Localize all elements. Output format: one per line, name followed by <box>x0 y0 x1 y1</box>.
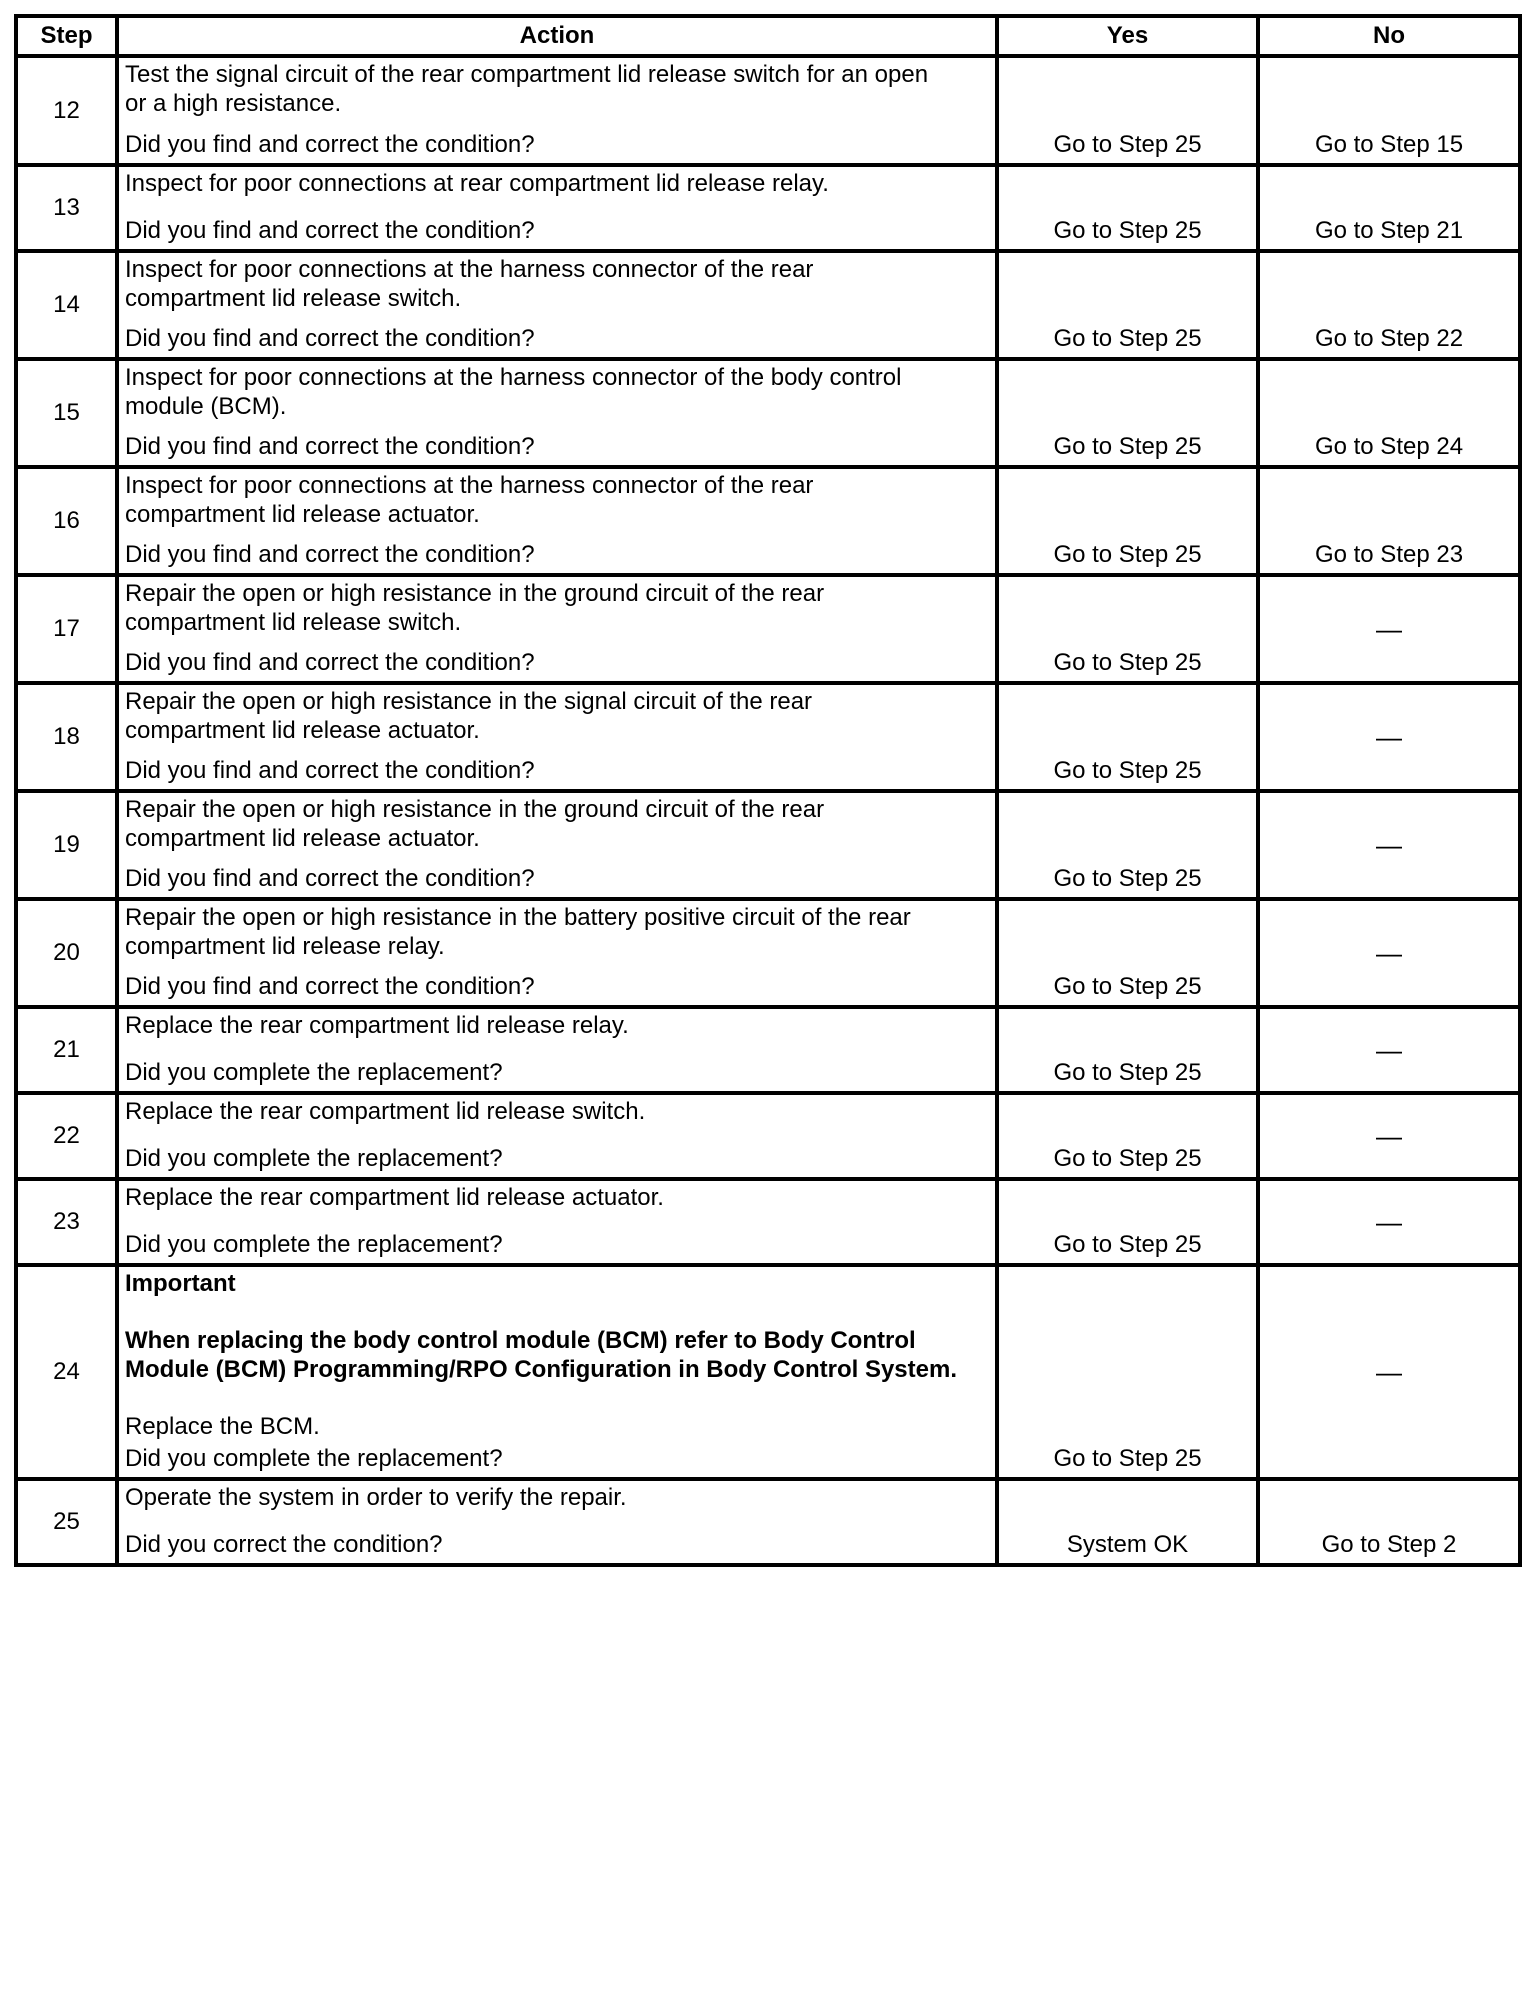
action-text-line: Repair the open or high resistance in the ground circuit of the rear <box>125 580 825 607</box>
header-step: Step <box>16 16 117 56</box>
action-cell <box>117 1265 997 1479</box>
no-cell <box>1258 1093 1520 1179</box>
step-number: 14 <box>16 251 117 359</box>
step-number: 15 <box>16 359 117 467</box>
action-question: Did you complete the replacement? <box>125 1059 503 1086</box>
table-row <box>16 56 1520 165</box>
action-question: Did you find and correct the condition? <box>125 217 535 244</box>
action-text-line: Test the signal circuit of the rear compartment lid release switch for an open <box>125 61 929 88</box>
action-text-line: Inspect for poor connections at the harness connector of the body control <box>125 364 902 391</box>
action-cell <box>117 1179 997 1265</box>
action-question: Did you complete the replacement? <box>125 1231 503 1258</box>
action-text-line: Replace the rear compartment lid release relay. <box>125 1012 629 1039</box>
no-result-dash: — <box>1376 1206 1402 1237</box>
yes-cell <box>997 165 1258 251</box>
yes-result: Go to Step 25 <box>1053 131 1202 158</box>
step-number: 16 <box>16 467 117 575</box>
step-number: 23 <box>16 1179 117 1265</box>
yes-cell <box>997 1093 1258 1179</box>
table-row <box>16 683 1520 791</box>
action-text-line: Repair the open or high resistance in the ground circuit of the rear <box>125 796 825 823</box>
action-text-line: compartment lid release actuator. <box>125 501 480 528</box>
yes-result: Go to Step 25 <box>1053 1059 1202 1086</box>
action-question: Did you complete the replacement? <box>125 1445 503 1472</box>
table-row <box>16 1093 1520 1179</box>
step-number: 17 <box>16 575 117 683</box>
table-row <box>16 1479 1520 1565</box>
yes-cell <box>997 683 1258 791</box>
yes-result: Go to Step 25 <box>1053 865 1202 892</box>
yes-cell <box>997 575 1258 683</box>
action-question: Did you find and correct the condition? <box>125 325 535 352</box>
action-text-line: compartment lid release switch. <box>125 609 462 636</box>
yes-result: Go to Step 25 <box>1053 1445 1202 1472</box>
action-text-line: or a high resistance. <box>125 90 342 117</box>
yes-result: Go to Step 25 <box>1053 757 1202 784</box>
action-text-line: Replace the BCM. <box>125 1413 320 1440</box>
action-cell <box>117 1479 997 1565</box>
no-cell <box>1258 575 1520 683</box>
action-text-line: Replace the rear compartment lid release actuator. <box>125 1184 664 1211</box>
paragraph-gap <box>125 1298 989 1326</box>
no-result: Go to Step 24 <box>1314 433 1464 460</box>
yes-cell <box>997 1007 1258 1093</box>
action-question: Did you find and correct the condition? <box>125 865 535 892</box>
table-row <box>16 359 1520 467</box>
yes-cell <box>997 899 1258 1007</box>
header-row <box>16 16 1520 56</box>
action-cell <box>117 467 997 575</box>
header-yes: Yes <box>997 16 1258 56</box>
step-number: 13 <box>16 165 117 251</box>
table-row <box>16 251 1520 359</box>
diagnostic-table <box>14 14 1522 1567</box>
no-result-dash: — <box>1376 1356 1402 1387</box>
action-cell <box>117 899 997 1007</box>
action-text-line: Inspect for poor connections at rear compartment lid release relay. <box>125 170 829 197</box>
action-question: Did you find and correct the condition? <box>125 433 535 460</box>
action-cell <box>117 1093 997 1179</box>
no-result: Go to Step 15 <box>1314 131 1464 158</box>
action-text-line: compartment lid release relay. <box>125 933 445 960</box>
action-text-line: Operate the system in order to verify the repair. <box>125 1484 627 1511</box>
step-number: 25 <box>16 1479 117 1565</box>
no-cell <box>1258 1179 1520 1265</box>
table-row <box>16 467 1520 575</box>
header-action: Action <box>117 16 997 56</box>
no-cell <box>1258 791 1520 899</box>
step-number: 12 <box>16 56 117 165</box>
yes-result: Go to Step 25 <box>1053 217 1202 244</box>
no-result-dash: — <box>1376 1034 1402 1065</box>
no-cell <box>1258 56 1520 165</box>
yes-cell <box>997 359 1258 467</box>
yes-cell <box>997 1265 1258 1479</box>
important-note-line: Important <box>125 1270 236 1297</box>
action-text-line: Replace the rear compartment lid release switch. <box>125 1098 646 1125</box>
action-question: Did you complete the replacement? <box>125 1145 503 1172</box>
yes-cell <box>997 251 1258 359</box>
table-row <box>16 899 1520 1007</box>
yes-cell <box>997 56 1258 165</box>
no-result: Go to Step 21 <box>1314 217 1464 244</box>
action-text-line: Repair the open or high resistance in the signal circuit of the rear <box>125 688 813 715</box>
action-text-line: compartment lid release actuator. <box>125 825 480 852</box>
no-result: Go to Step 2 <box>1321 1531 1457 1558</box>
no-cell <box>1258 165 1520 251</box>
table-row <box>16 1179 1520 1265</box>
step-number: 22 <box>16 1093 117 1179</box>
action-cell <box>117 683 997 791</box>
no-cell <box>1258 1265 1520 1479</box>
header-no: No <box>1258 16 1520 56</box>
yes-result: Go to Step 25 <box>1053 1231 1202 1258</box>
no-result-dash: — <box>1376 1120 1402 1151</box>
action-question: Did you correct the condition? <box>125 1531 443 1558</box>
action-text-line: module (BCM). <box>125 393 287 420</box>
no-result-dash: — <box>1376 829 1402 860</box>
yes-result: System OK <box>1066 1531 1189 1558</box>
table-row <box>16 575 1520 683</box>
step-number: 24 <box>16 1265 117 1479</box>
action-question: Did you find and correct the condition? <box>125 973 535 1000</box>
action-question: Did you find and correct the condition? <box>125 131 535 158</box>
yes-result: Go to Step 25 <box>1053 1145 1202 1172</box>
yes-result: Go to Step 25 <box>1053 649 1202 676</box>
paragraph-gap <box>125 1384 989 1412</box>
yes-result: Go to Step 25 <box>1053 541 1202 568</box>
action-question: Did you find and correct the condition? <box>125 541 535 568</box>
no-result: Go to Step 22 <box>1314 325 1464 352</box>
no-cell <box>1258 899 1520 1007</box>
no-cell <box>1258 251 1520 359</box>
action-text-line: compartment lid release switch. <box>125 285 462 312</box>
step-number: 21 <box>16 1007 117 1093</box>
action-text-line: Inspect for poor connections at the harness connector of the rear <box>125 472 814 499</box>
no-result-dash: — <box>1376 937 1402 968</box>
no-cell <box>1258 359 1520 467</box>
no-result-dash: — <box>1376 721 1402 752</box>
important-note-line: Module (BCM) Programming/RPO Configuration in Body Control System. <box>125 1356 957 1383</box>
yes-result: Go to Step 25 <box>1053 973 1202 1000</box>
step-number: 20 <box>16 899 117 1007</box>
no-result: Go to Step 23 <box>1314 541 1464 568</box>
action-text-line: compartment lid release actuator. <box>125 717 480 744</box>
table-row <box>16 791 1520 899</box>
action-cell <box>117 1007 997 1093</box>
action-cell <box>117 359 997 467</box>
action-cell <box>117 56 997 165</box>
no-result-dash: — <box>1376 613 1402 644</box>
yes-cell <box>997 467 1258 575</box>
action-cell <box>117 575 997 683</box>
no-cell <box>1258 467 1520 575</box>
action-question: Did you find and correct the condition? <box>125 757 535 784</box>
yes-result: Go to Step 25 <box>1053 433 1202 460</box>
no-cell <box>1258 1007 1520 1093</box>
yes-result: Go to Step 25 <box>1053 325 1202 352</box>
important-note-line: When replacing the body control module (BCM) refer to Body Control <box>125 1327 916 1354</box>
table-body <box>16 56 1520 1565</box>
no-cell <box>1258 1479 1520 1565</box>
action-text-line: Repair the open or high resistance in the battery positive circuit of the rear <box>125 904 911 931</box>
yes-cell <box>997 791 1258 899</box>
action-cell <box>117 791 997 899</box>
action-cell <box>117 251 997 359</box>
table-row <box>16 165 1520 251</box>
no-cell <box>1258 683 1520 791</box>
table-row <box>16 1265 1520 1479</box>
step-number: 19 <box>16 791 117 899</box>
action-text-line: Inspect for poor connections at the harness connector of the rear <box>125 256 814 283</box>
action-cell <box>117 165 997 251</box>
yes-cell <box>997 1179 1258 1265</box>
action-question: Did you find and correct the condition? <box>125 649 535 676</box>
yes-cell <box>997 1479 1258 1565</box>
table-row <box>16 1007 1520 1093</box>
step-number: 18 <box>16 683 117 791</box>
